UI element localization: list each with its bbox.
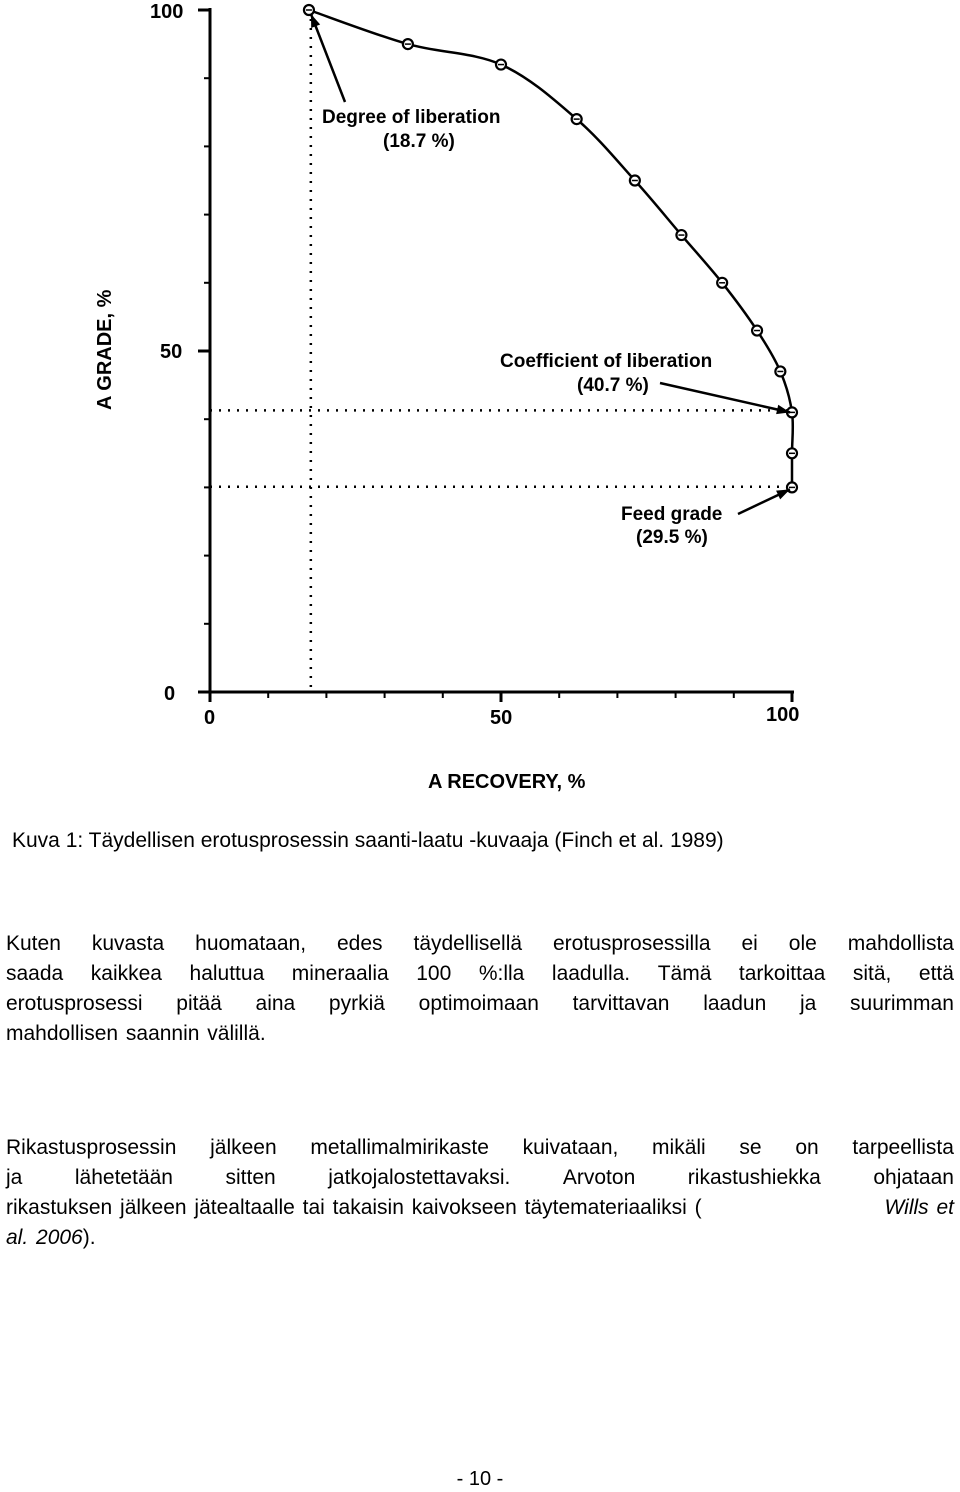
data-points bbox=[304, 5, 797, 492]
word: 100 bbox=[416, 962, 452, 985]
y-tick-label: 0 bbox=[164, 683, 176, 705]
word: että bbox=[918, 962, 954, 985]
annotation-feed-grade-value: (29.5 %) bbox=[636, 527, 708, 548]
word: jatkojalostettavaksi. bbox=[328, 1166, 511, 1189]
word: Arvoton bbox=[562, 1166, 636, 1189]
paragraph-line bbox=[6, 1133, 954, 1163]
word: laadulla. bbox=[551, 962, 631, 985]
annotation-degree-of-liberation: Degree of liberation bbox=[322, 107, 501, 128]
word: kaikkea bbox=[90, 962, 162, 985]
x-tick-label: 100 bbox=[766, 704, 800, 726]
word: kuvasta bbox=[91, 932, 165, 955]
word: sitä, bbox=[852, 962, 892, 985]
annotation-feed-grade: Feed grade bbox=[621, 504, 723, 525]
word: suurimman bbox=[850, 992, 954, 1015]
grade-recovery-curve bbox=[309, 10, 793, 487]
word: Kuten bbox=[6, 932, 61, 955]
word: huomataan, bbox=[195, 932, 307, 955]
word: ohjataan bbox=[873, 1166, 954, 1189]
word: ole bbox=[788, 932, 817, 955]
paragraph-line bbox=[6, 1163, 954, 1193]
word: jälkeen bbox=[210, 1136, 277, 1159]
arrow-degree-of-liberation-head bbox=[311, 14, 320, 28]
y-axis-title: A GRADE, % bbox=[94, 289, 116, 410]
word: laadun bbox=[703, 992, 767, 1015]
word: saada bbox=[6, 962, 64, 985]
arrow-coefficient-of-liberation bbox=[660, 383, 790, 412]
word: pitää bbox=[176, 992, 222, 1015]
annotation-coefficient-of-liberation-value: (40.7 %) bbox=[577, 375, 649, 396]
word: se bbox=[739, 1136, 762, 1159]
paragraph-line bbox=[6, 1223, 954, 1253]
paragraph-line bbox=[6, 929, 954, 959]
word: metallimalmirikaste bbox=[310, 1136, 489, 1159]
word: edes bbox=[337, 932, 383, 955]
word: tarkoittaa bbox=[738, 962, 826, 985]
word: täydellisellä bbox=[413, 932, 523, 955]
word: erotusprosessi bbox=[6, 992, 143, 1015]
word: on bbox=[795, 1136, 819, 1159]
annotation-arrows bbox=[311, 14, 790, 514]
paragraph-text: ). bbox=[82, 1226, 96, 1249]
word: %:lla bbox=[478, 962, 525, 985]
page-number: - 10 - bbox=[456, 1468, 504, 1490]
y-tick-label: 50 bbox=[160, 341, 183, 363]
word: aina bbox=[255, 992, 296, 1015]
word: kuivataan, bbox=[522, 1136, 619, 1159]
word: mineraalia bbox=[291, 962, 389, 985]
arrow-degree-of-liberation bbox=[311, 14, 345, 102]
word: lähetetään bbox=[74, 1166, 173, 1189]
annotation-degree-of-liberation-value: (18.7 %) bbox=[383, 131, 455, 152]
paragraph-line bbox=[6, 1193, 954, 1223]
word: mikäli bbox=[652, 1136, 706, 1159]
annotation-coefficient-of-liberation: Coefficient of liberation bbox=[500, 351, 713, 372]
paragraph-line bbox=[6, 959, 954, 989]
figure-caption: Kuva 1: Täydellisen erotusprosessin saanti-laatu -kuvaaja (Finch et al. 1989) bbox=[12, 829, 724, 852]
citation: Wills et bbox=[884, 1196, 954, 1219]
word: pyrkiä bbox=[328, 992, 385, 1015]
word: rikastushiekka bbox=[687, 1166, 821, 1189]
word: haluttua bbox=[189, 962, 265, 985]
word: sitten bbox=[225, 1166, 276, 1189]
word: ja bbox=[6, 1166, 23, 1189]
word: ja bbox=[799, 992, 817, 1015]
x-axis-title: A RECOVERY, % bbox=[428, 771, 586, 793]
paragraph-line bbox=[6, 989, 954, 1019]
citation: al. 2006 bbox=[6, 1226, 83, 1249]
body-paragraph-2 bbox=[6, 1133, 954, 1313]
word: Tämä bbox=[657, 962, 712, 985]
x-tick-label: 50 bbox=[490, 707, 513, 729]
word: Rikastusprosessin bbox=[6, 1136, 177, 1159]
y-tick-label: 100 bbox=[150, 1, 184, 23]
word: mahdollista bbox=[847, 932, 954, 955]
word: tarpeellista bbox=[852, 1136, 954, 1159]
arrow-feed-grade-head bbox=[776, 489, 790, 499]
paragraph-line: mahdollisen saannin välillä. bbox=[6, 1022, 266, 1045]
paragraph-text: rikastuksen jälkeen jätealtaalle tai takaisin kaivokseen täytemateriaaliksi ( bbox=[6, 1196, 702, 1219]
word: erotusprosessilla bbox=[552, 932, 711, 955]
x-tick-label: 0 bbox=[204, 707, 216, 729]
body-paragraph-1 bbox=[6, 929, 954, 1125]
word: tarvittavan bbox=[572, 992, 670, 1015]
word: ei bbox=[741, 932, 758, 955]
word: optimoimaan bbox=[418, 992, 539, 1015]
